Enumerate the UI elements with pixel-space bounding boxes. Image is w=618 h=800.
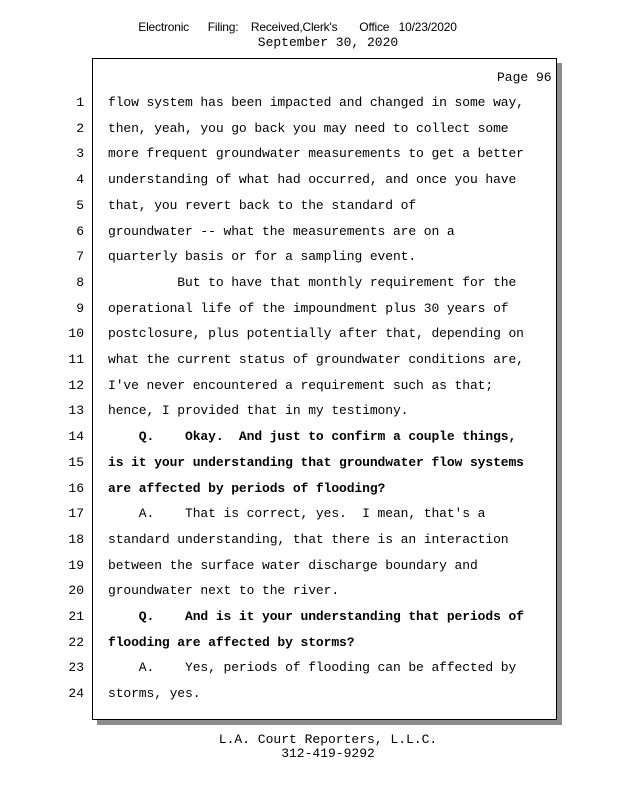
line-text: A. Yes, periods of flooding can be affected by [108, 660, 517, 676]
line-number: 1 [76, 95, 84, 110]
line-number: 7 [76, 249, 84, 265]
reporter-phone: 312-419-9292 [281, 746, 375, 761]
line-text: quarterly basis or for a sampling event. [108, 249, 417, 265]
line-number: 3 [76, 146, 84, 162]
line-number: 12 [68, 377, 84, 393]
line-number: 8 [76, 274, 84, 290]
line-number: 18 [68, 531, 84, 547]
line-text: what the current status of groundwater conditions are, [108, 352, 524, 367]
line-text: groundwater next to the river. [108, 583, 340, 599]
line-number: 23 [68, 660, 84, 676]
line-text: But to have that monthly requirement for the [108, 274, 517, 290]
line-number: 4 [76, 172, 84, 188]
reporter-company: L.A. Court Reporters, L.L.C. [218, 732, 438, 747]
line-text: understanding of what had occurred, and once you have [108, 172, 517, 188]
line-number: 2 [76, 120, 84, 136]
page-number: Page 96 [497, 70, 552, 85]
line-number: 24 [68, 686, 84, 702]
line-text: operational life of the impoundment plus 30 years of [108, 300, 509, 316]
line-number: 17 [68, 506, 84, 522]
line-text: standard understanding, that there is an interaction [108, 531, 509, 547]
line-number: 6 [76, 223, 84, 239]
line-number: 20 [68, 583, 84, 599]
line-number: 13 [68, 403, 84, 419]
line-number: 14 [68, 429, 84, 445]
transcript-date: September 30, 2020 [257, 35, 399, 50]
line-text: postclosure, plus potentially after that, depending on [108, 326, 524, 342]
line-text: more frequent groundwater measurements to get a better [108, 146, 524, 162]
line-number: 21 [68, 609, 84, 624]
line-number: 19 [68, 557, 84, 573]
line-text: between the surface water discharge boundary and [108, 557, 478, 573]
line-number: 9 [76, 300, 84, 316]
line-number: 11 [68, 352, 84, 367]
line-text: Q. And is it your understanding that periods of [108, 609, 524, 624]
line-number: 16 [68, 480, 84, 496]
line-text: flooding are affected by storms? [108, 634, 355, 650]
line-number: 10 [68, 326, 84, 342]
line-text: storms, yes. [108, 686, 201, 702]
line-text: A. That is correct, yes. I mean, that's a [108, 506, 486, 522]
line-text: is it your understanding that groundwater flow systems [108, 454, 524, 470]
line-text: that, you revert back to the standard of [108, 197, 417, 213]
line-text: I've never encountered a requirement such as that; [108, 377, 494, 393]
line-text: flow system has been impacted and changed in some way, [108, 95, 524, 110]
line-text: Q. Okay. And just to confirm a couple things, [108, 429, 517, 445]
line-text: groundwater -- what the measurements are on a [108, 223, 455, 239]
line-text: hence, I provided that in my testimony. [108, 403, 409, 419]
line-text: then, yeah, you go back you may need to collect some [108, 120, 509, 136]
line-number: 5 [76, 197, 84, 213]
line-text: are affected by periods of flooding? [108, 480, 386, 496]
reporter-footer [0, 733, 618, 761]
filing-stamp: Electronic Filing: Received,Clerk's Office 10/23/2020 [138, 20, 457, 34]
line-number: 15 [68, 454, 84, 470]
line-number: 22 [68, 634, 84, 650]
